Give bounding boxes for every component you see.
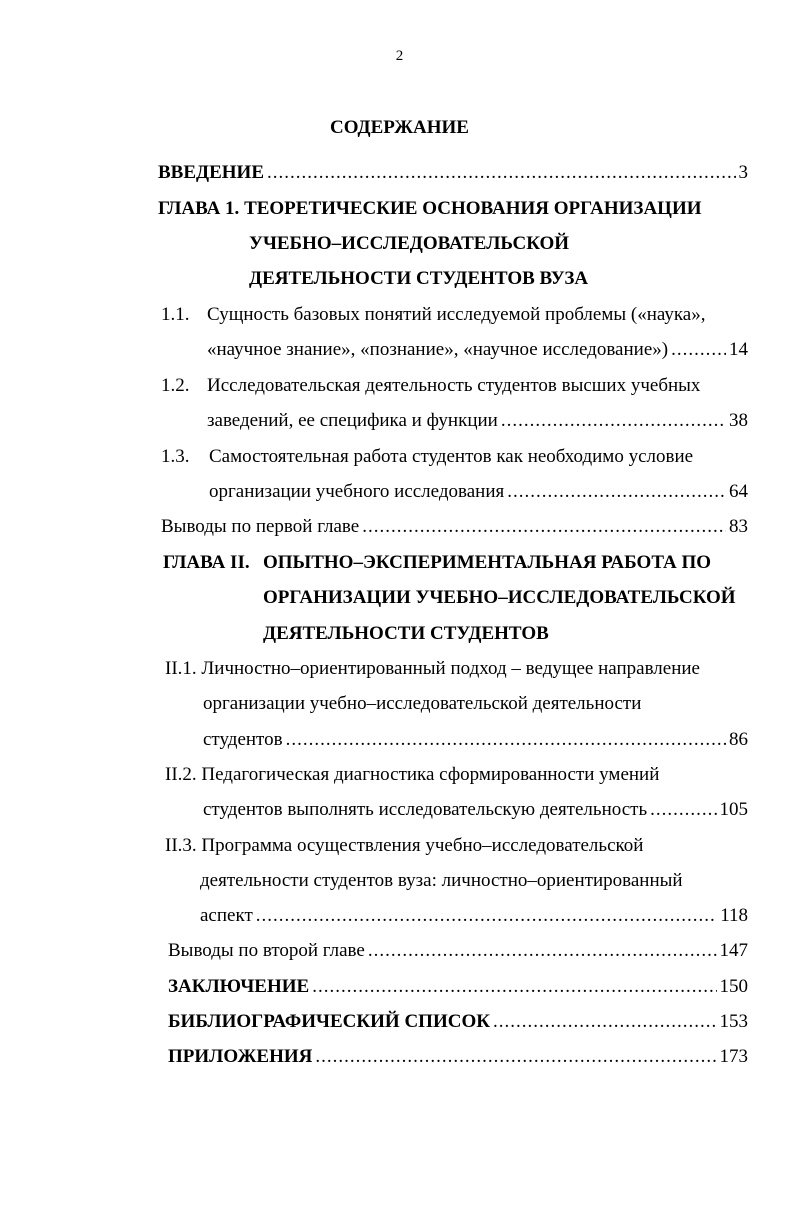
- toc-entry-label: Выводы по первой главе: [161, 516, 360, 537]
- section-title-line: «научное знание», «познание», «научное исследование»): [207, 339, 669, 360]
- toc-section-2-2[interactable]: [165, 763, 659, 787]
- toc-entry-page: 105: [719, 799, 748, 820]
- toc-entry-page: 14: [729, 339, 748, 360]
- toc-section-2-3[interactable]: [165, 834, 643, 858]
- dot-leader: [362, 515, 726, 539]
- section-number: 1.1.: [161, 304, 190, 325]
- section-title-line: Программа осуществления учебно–исследовательской: [201, 835, 644, 856]
- dot-leader: [671, 338, 726, 362]
- dot-leader: [256, 904, 717, 928]
- section-title-line: Исследовательская деятельность студентов высших учебных: [207, 375, 701, 396]
- chapter-title-line: ДЕЯТЕЛЬНОСТИ СТУДЕНТОВ ВУЗА: [249, 268, 589, 289]
- section-title-line: организации учебного исследования: [209, 481, 505, 502]
- chapter-title-line: ДЕЯТЕЛЬНОСТИ СТУДЕНТОВ: [263, 623, 549, 644]
- toc-entry-page: 38: [729, 410, 748, 431]
- dot-leader: [507, 480, 726, 504]
- toc-entry-page: 86: [729, 729, 748, 750]
- section-title-line: организации учебно–исследовательской деятельности: [203, 693, 642, 714]
- toc-entry-label: ПРИЛОЖЕНИЯ: [168, 1046, 313, 1067]
- section-title-line: заведений, ее специфика и функции: [207, 410, 498, 431]
- dot-leader: [312, 975, 716, 999]
- toc-entry-bibliography[interactable]: [168, 1010, 748, 1034]
- toc-section-1-2[interactable]: [161, 374, 700, 398]
- chapter-title-line: ОРГАНИЗАЦИИ УЧЕБНО–ИССЛЕДОВАТЕЛЬСКОЙ: [263, 587, 736, 608]
- dot-leader: [267, 161, 736, 185]
- toc-section-1-3[interactable]: [161, 445, 693, 469]
- chapter-1-heading[interactable]: [158, 197, 702, 221]
- toc-section-line[interactable]: [207, 409, 748, 433]
- toc-entry-page: 153: [719, 1011, 748, 1032]
- section-number: 1.3.: [161, 446, 190, 467]
- toc-entry-page: 83: [729, 516, 748, 537]
- toc-entry-label: Выводы по второй главе: [168, 940, 365, 961]
- section-title-line: Педагогическая диагностика сформированности умений: [201, 764, 660, 785]
- toc-section-1-1[interactable]: [161, 303, 705, 327]
- dot-leader: [368, 939, 717, 963]
- toc-section-2-1[interactable]: [165, 657, 700, 681]
- toc-entry-label: ЗАКЛЮЧЕНИЕ: [168, 976, 310, 997]
- toc-section-line[interactable]: [200, 904, 748, 928]
- chapter-label: ГЛАВА II.: [163, 552, 250, 573]
- dot-leader: [501, 409, 726, 433]
- toc-section-line[interactable]: [203, 728, 748, 752]
- section-title-line: студентов: [203, 729, 283, 750]
- section-number: 1.2.: [161, 375, 190, 396]
- toc-section-line[interactable]: [209, 480, 748, 504]
- chapter-title-line: ОПЫТНО–ЭКСПЕРИМЕНТАЛЬНАЯ РАБОТА ПО: [263, 552, 712, 573]
- toc-entry-conclusions-2[interactable]: [168, 939, 748, 963]
- toc-entry-page: 64: [729, 481, 748, 502]
- section-title-line: аспект: [200, 905, 253, 926]
- dot-leader: [493, 1010, 716, 1034]
- section-title-line: Самостоятельная работа студентов как необходимо условие: [209, 446, 694, 467]
- section-title-line: студентов выполнять исследовательскую деятельность: [203, 799, 648, 820]
- toc-entry-label: БИБЛИОГРАФИЧЕСКИЙ СПИСОК: [168, 1011, 491, 1032]
- chapter-label: ГЛАВА 1.: [158, 198, 240, 219]
- toc-entry-label: ВВЕДЕНИЕ: [158, 162, 264, 183]
- dot-leader: [286, 728, 726, 752]
- toc-entry-page: 118: [720, 905, 748, 926]
- chapter-2-heading[interactable]: [163, 551, 711, 575]
- toc-entry-intro[interactable]: [158, 161, 748, 185]
- toc-entry-page: 3: [738, 162, 748, 183]
- page-number: 2: [395, 48, 404, 64]
- toc-entry-page: 147: [719, 940, 748, 961]
- dot-leader: [650, 798, 716, 822]
- section-number: II.2.: [165, 764, 197, 785]
- toc-entry-conclusions-1[interactable]: [161, 515, 748, 539]
- section-title-line: Сущность базовых понятий исследуемой проблемы («наука»,: [207, 304, 706, 325]
- section-title-line: Личностно–ориентированный подход – ведущее направление: [201, 658, 700, 679]
- toc-entry-conclusion[interactable]: [168, 975, 748, 999]
- chapter-title-line: ТЕОРЕТИЧЕСКИЕ ОСНОВАНИЯ ОРГАНИЗАЦИИ: [244, 198, 702, 219]
- toc-entry-page: 173: [719, 1046, 748, 1067]
- section-number: II.1.: [165, 658, 197, 679]
- toc-section-line[interactable]: [207, 338, 748, 362]
- page-title: СОДЕРЖАНИЕ: [330, 117, 469, 138]
- chapter-title-line: УЧЕБНО–ИССЛЕДОВАТЕЛЬСКОЙ: [249, 233, 570, 254]
- toc-entry-page: 150: [719, 976, 748, 997]
- section-number: II.3.: [165, 835, 197, 856]
- section-title-line: деятельности студентов вуза: личностно–ориентированный: [200, 870, 683, 891]
- toc-section-line[interactable]: [203, 798, 748, 822]
- dot-leader: [315, 1045, 716, 1069]
- toc-entry-appendices[interactable]: [168, 1045, 748, 1069]
